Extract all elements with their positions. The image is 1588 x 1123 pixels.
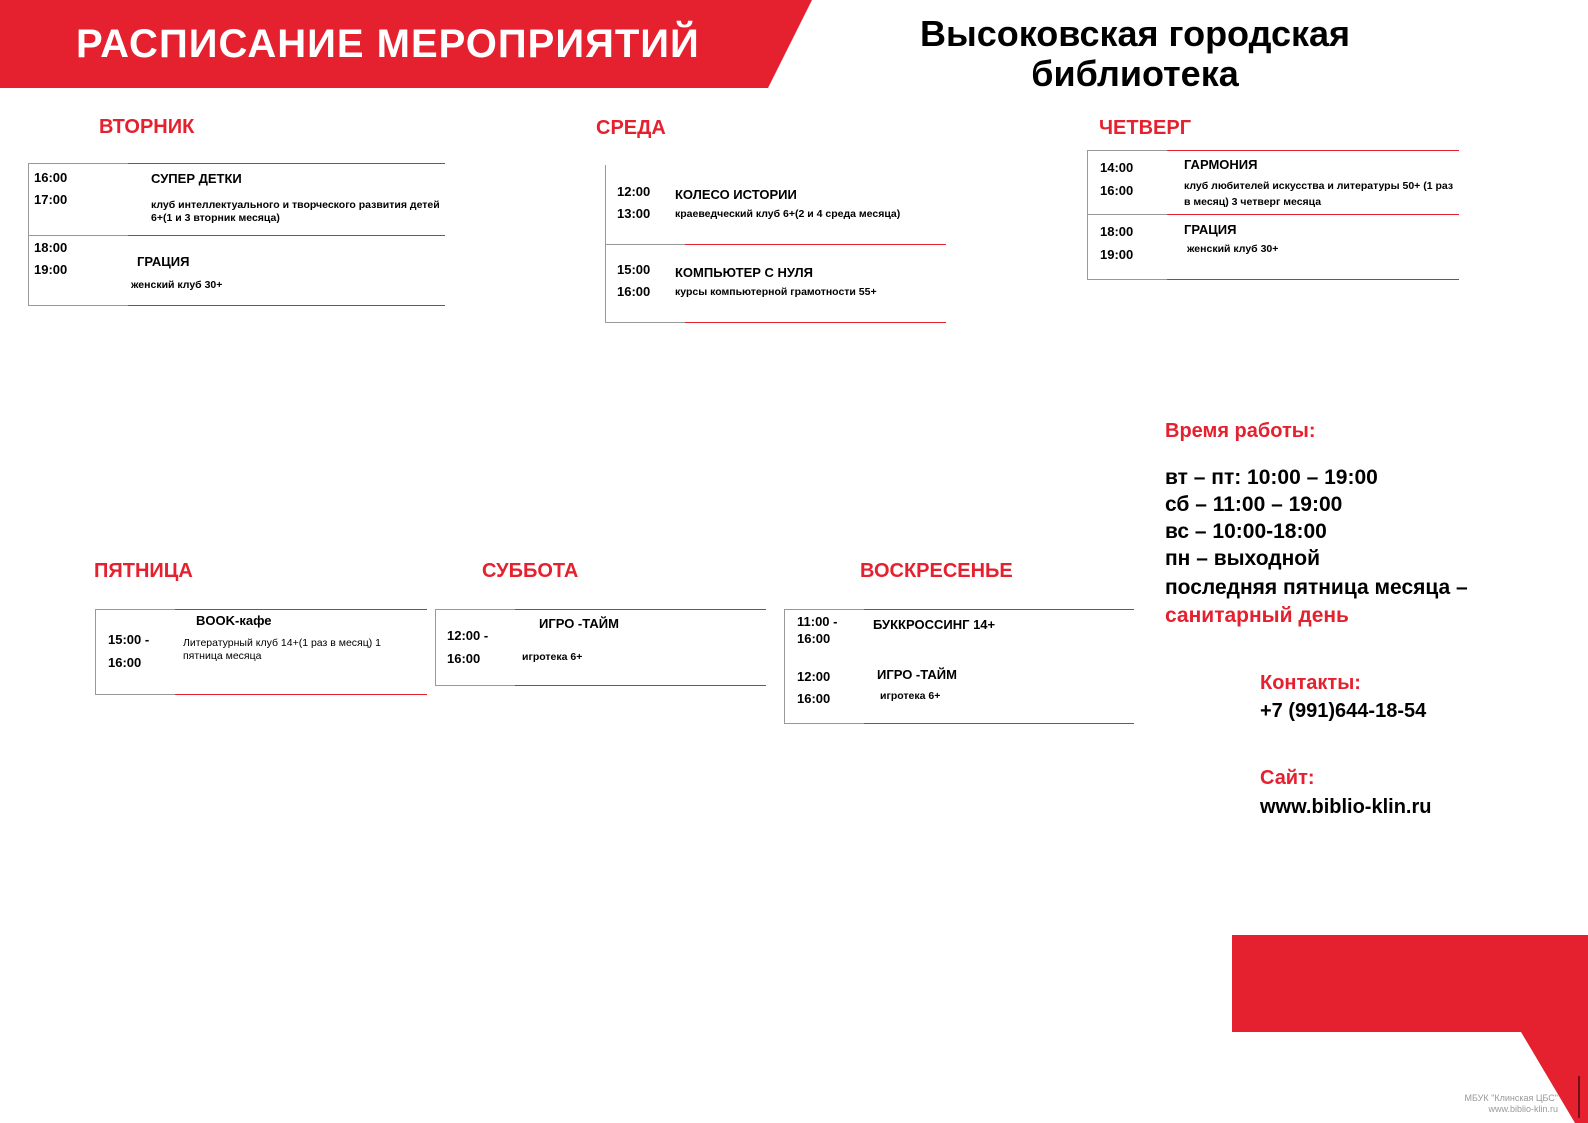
event-name: ГРАЦИЯ <box>137 254 190 269</box>
event-name: ГАРМОНИЯ <box>1184 157 1258 172</box>
event-description: игротека 6+ <box>522 651 583 663</box>
sanitary-day: санитарный день <box>1165 604 1349 627</box>
work-hours-line: сб – 11:00 – 19:00 <box>1165 493 1343 516</box>
work-hours-heading: Время работы: <box>1165 420 1316 442</box>
day-title-saturday: СУББОТА <box>482 560 579 582</box>
day-title-thursday: ЧЕТВЕРГ <box>1099 117 1192 139</box>
footer-org: МБУК "Клинская ЦБС" <box>1464 1093 1558 1103</box>
table-left-border <box>1087 150 1088 280</box>
event-description: женский клуб 30+ <box>1187 243 1279 255</box>
table-left-border <box>28 163 29 306</box>
event-name: BOOK-кафе <box>196 613 272 628</box>
work-hours-line: последняя пятница месяца – <box>1165 576 1468 599</box>
work-hours-line: вт – пт: 10:00 – 19:00 <box>1165 466 1378 489</box>
event-start-time: 18:00 <box>34 240 68 255</box>
event-description: краеведческий клуб 6+(2 и 4 среда месяца) <box>675 208 901 220</box>
day-title-tuesday: ВТОРНИК <box>99 116 195 138</box>
event-start-time: 12:00 <box>617 184 651 199</box>
event-description: клуб любителей искусства и литературы 50+ (1 раз в месяц) 3 четверг месяца <box>1184 180 1454 208</box>
contacts-heading: Контакты: <box>1260 672 1361 694</box>
work-hours-block <box>1165 464 1468 629</box>
table-rule <box>95 609 427 610</box>
event-description: игротека 6+ <box>880 690 941 702</box>
table-rule <box>1087 279 1459 280</box>
library-name: Высоковская городская библиотека <box>919 13 1351 94</box>
event-description: курсы компьютерной грамотности 55+ <box>675 286 877 298</box>
table-rule <box>435 609 766 610</box>
schedule-table-thursday <box>1087 150 1459 280</box>
event-start-time: 12:00 - <box>447 628 489 643</box>
table-rule <box>1087 150 1459 151</box>
table-rule <box>435 685 766 686</box>
table-left-border <box>784 609 785 724</box>
event-end-time: 16:00 <box>447 651 481 666</box>
event-name: ИГРО -ТАЙМ <box>877 667 957 682</box>
event-description: женский клуб 30+ <box>131 279 223 291</box>
schedule-table-tuesday <box>28 163 445 306</box>
schedule-table-sunday <box>784 609 1134 724</box>
event-end-time: 19:00 <box>34 262 68 277</box>
work-hours-line: вс – 10:00-18:00 <box>1165 520 1327 543</box>
event-start-time: 16:00 <box>34 170 68 185</box>
site-heading: Сайт: <box>1260 767 1315 789</box>
table-rule <box>784 609 1134 610</box>
event-end-time: 13:00 <box>617 206 651 221</box>
table-rule <box>28 305 445 306</box>
event-end-time: 16:00 <box>108 655 142 670</box>
banner-title: РАСПИСАНИЕ МЕРОПРИЯТИЙ <box>76 22 700 66</box>
event-name: БУККРОССИНГ 14+ <box>873 617 996 632</box>
table-rule <box>1087 214 1459 215</box>
event-name: КОЛЕСО ИСТОРИИ <box>675 187 797 202</box>
event-end-time: 16:00 <box>797 691 831 706</box>
table-left-border <box>435 609 436 686</box>
day-title-wednesday: СРЕДА <box>596 117 666 139</box>
table-rule <box>784 723 1134 724</box>
table-rule <box>605 322 946 323</box>
event-end-time: 16:00 <box>1100 183 1134 198</box>
event-name: ГРАЦИЯ <box>1184 222 1237 237</box>
table-left-border <box>605 165 606 323</box>
schedule-table-saturday <box>435 609 766 686</box>
event-start-time: 14:00 <box>1100 160 1134 175</box>
event-start-time: 15:00 - <box>108 632 150 647</box>
event-end-time: 17:00 <box>34 192 68 207</box>
event-end-time: 16:00 <box>797 631 831 646</box>
table-rule <box>28 163 445 164</box>
event-end-time: 19:00 <box>1100 247 1134 262</box>
work-hours-line: пн – выходной <box>1165 547 1321 570</box>
footer-url: www.biblio-klin.ru <box>1488 1104 1558 1114</box>
event-start-time: 11:00 - <box>797 614 838 629</box>
event-start-time: 18:00 <box>1100 224 1134 239</box>
day-title-sunday: ВОСКРЕСЕНЬЕ <box>860 560 1013 582</box>
contact-phone[interactable]: +7 (991)644-18-54 <box>1260 700 1427 722</box>
event-end-time: 16:00 <box>617 284 651 299</box>
event-name: КОМПЬЮТЕР С НУЛЯ <box>675 265 813 280</box>
event-start-time: 15:00 <box>617 262 651 277</box>
day-title-friday: ПЯТНИЦА <box>94 560 193 582</box>
footer-note <box>1464 1093 1558 1115</box>
schedule-table-wednesday <box>605 165 946 323</box>
event-description: клуб интеллектуального и творческого развития детей 6+(1 и 3 вторник месяца) <box>151 199 440 224</box>
table-rule <box>28 235 445 236</box>
table-left-border <box>95 609 96 695</box>
table-rule <box>605 244 946 245</box>
event-name: ИГРО -ТАЙМ <box>539 616 619 631</box>
table-rule <box>95 694 427 695</box>
site-link[interactable]: www.biblio-klin.ru <box>1260 796 1432 818</box>
schedule-table-friday <box>95 609 427 695</box>
event-start-time: 12:00 <box>797 669 831 684</box>
event-name: СУПЕР ДЕТКИ <box>151 171 242 186</box>
event-description: Литературный клуб 14+(1 раз в месяц) 1 пятница месяца <box>183 637 382 662</box>
